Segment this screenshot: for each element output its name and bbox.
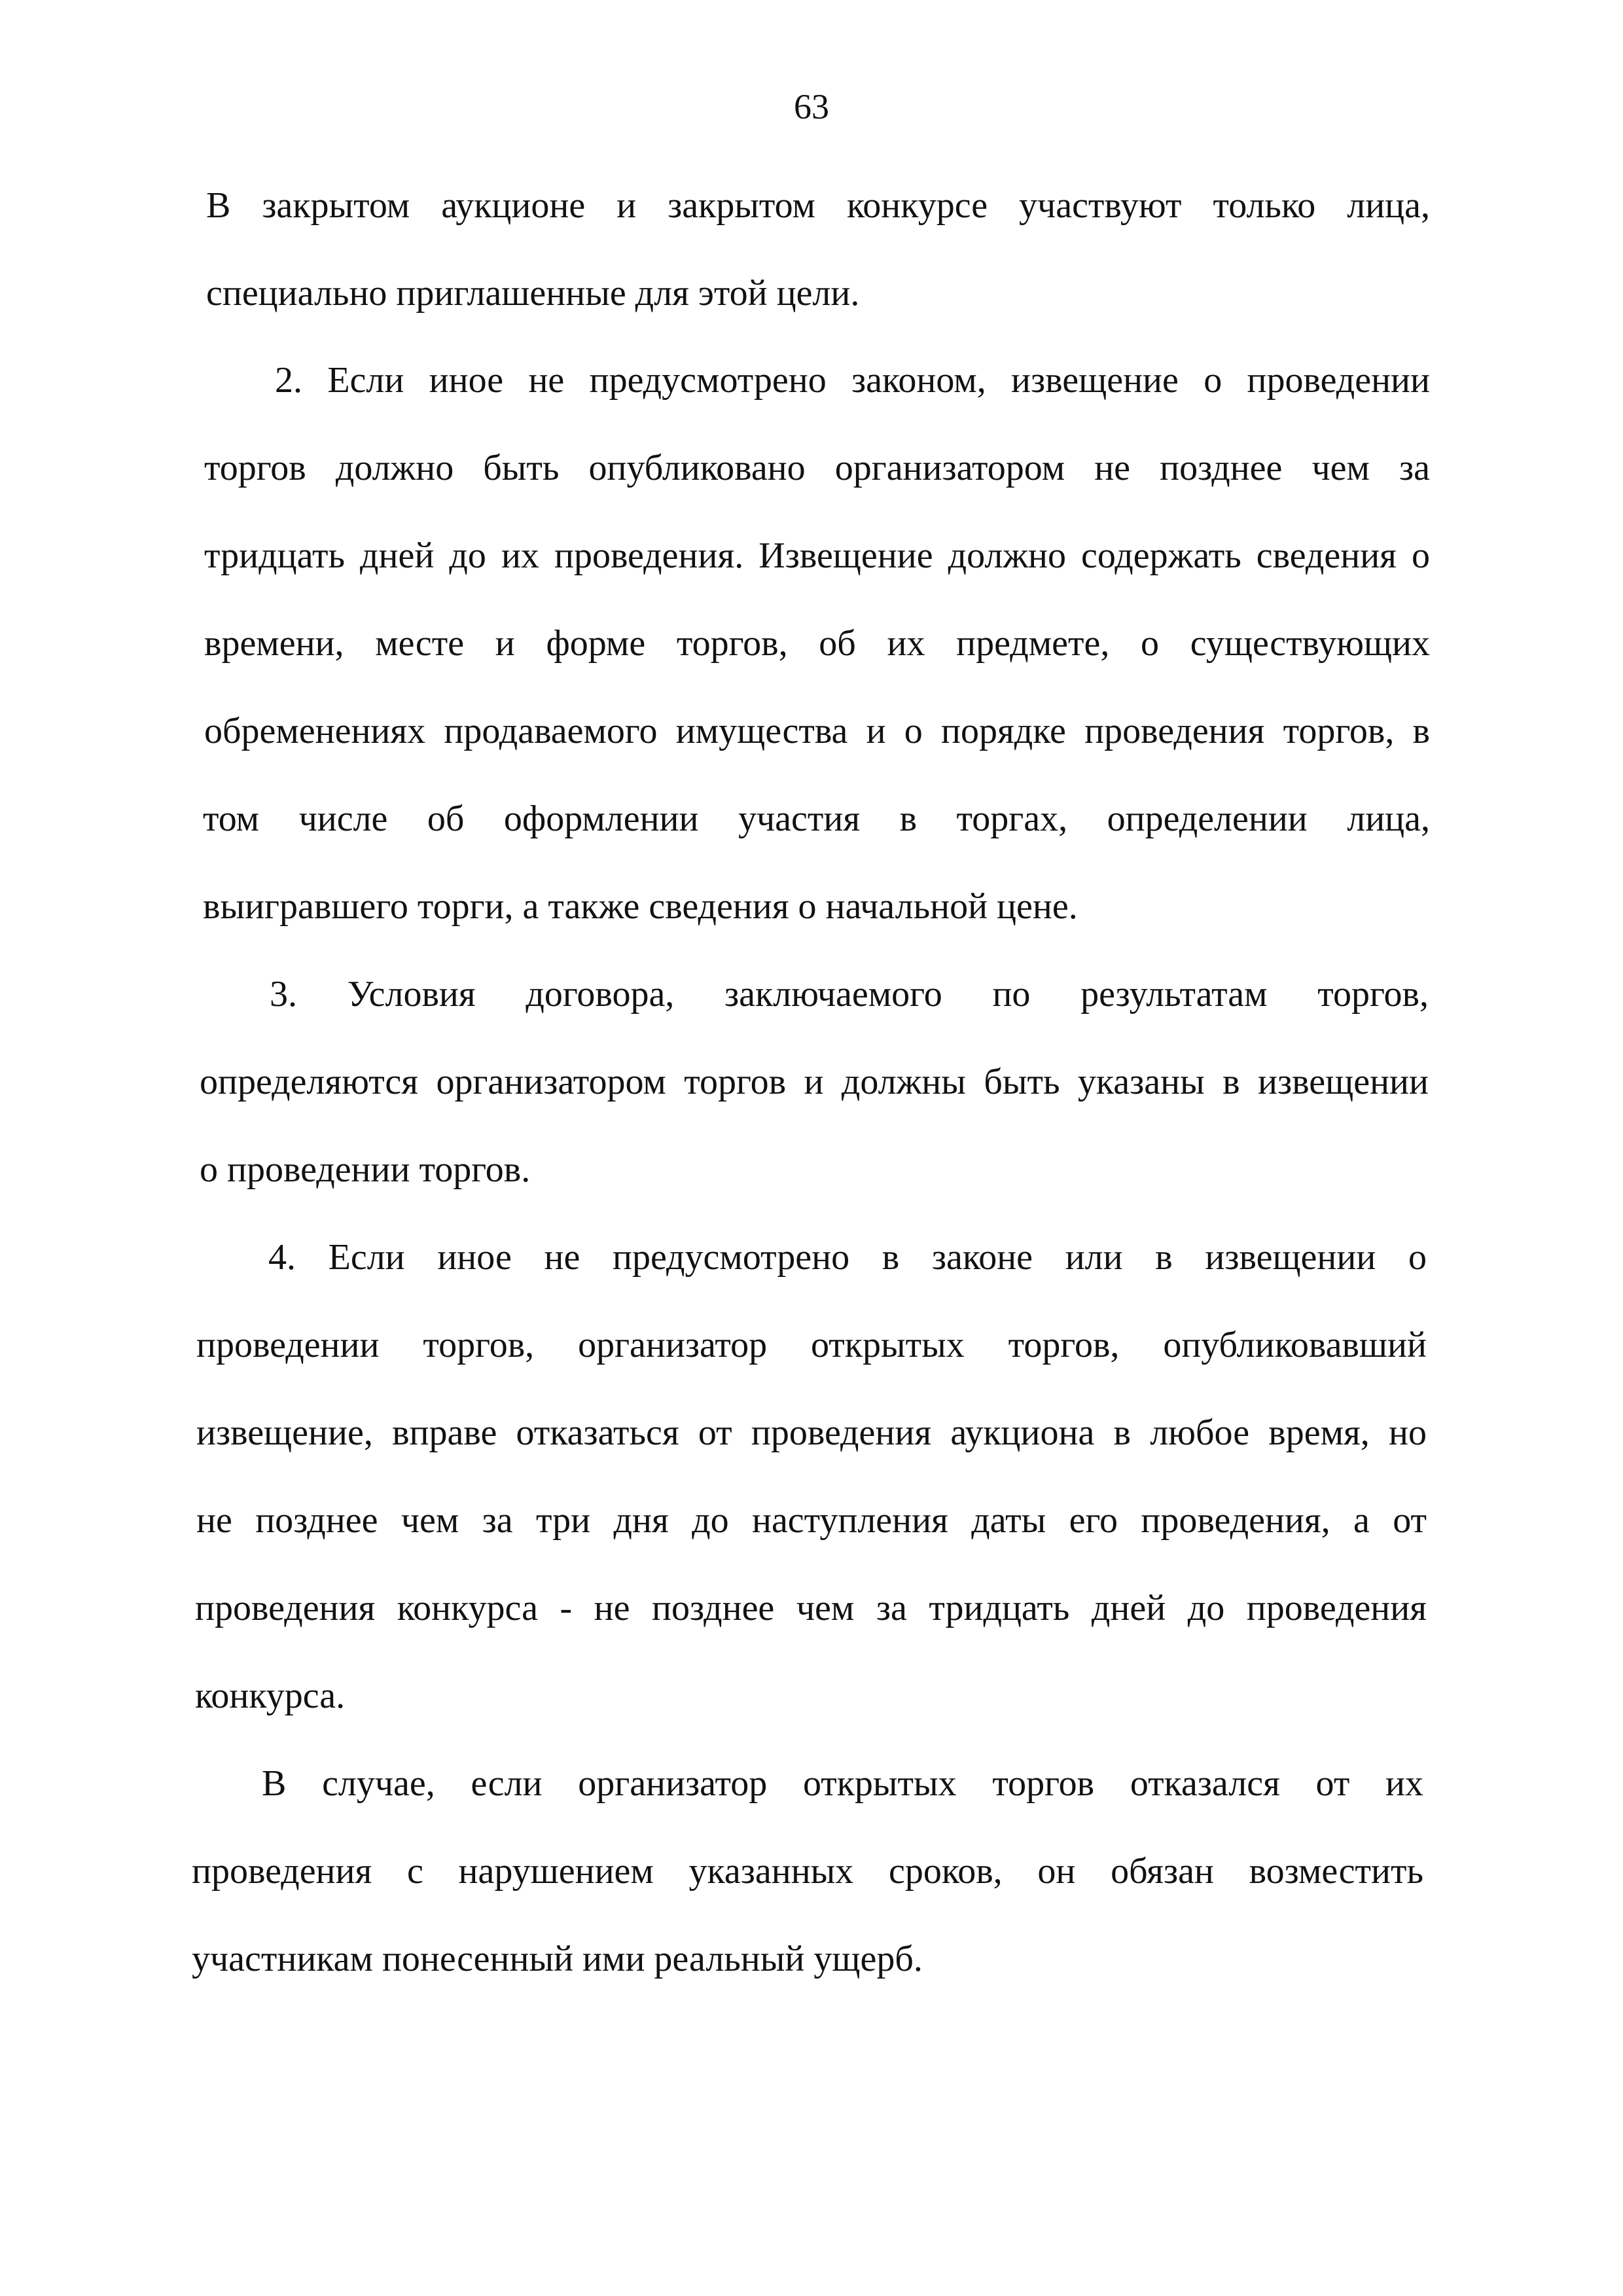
paragraph-4-line-4: не позднее чем за три дня до наступления даты его проведения, а от xyxy=(196,1500,1427,1541)
paragraph-2-line-5: обременениях продаваемого имущества и о порядке проведения торгов, в xyxy=(204,711,1430,751)
paragraph-5-line-3: участникам понесенный ими реальный ущерб. xyxy=(192,1939,923,1979)
paragraph-1-line-1: В закрытом аукционе и закрытом конкурсе участвуют только лица, xyxy=(206,185,1430,226)
paragraph-4-line-2: проведении торгов, организатор открытых торгов, опубликовавший xyxy=(196,1325,1427,1365)
paragraph-2-line-7: выигравшего торги, а также сведения о начальной цене. xyxy=(203,886,1078,927)
page-number: 63 xyxy=(794,87,829,126)
paragraph-3-line-2: определяются организатором торгов и должны быть указаны в извещении xyxy=(200,1062,1429,1102)
paragraph-5-line-1: В случае, если организатор открытых торгов отказался от их xyxy=(262,1763,1423,1804)
paragraph-4-line-1: 4. Если иное не предусмотрено в законе или в извещении о xyxy=(268,1237,1427,1278)
paragraph-4-line-6: конкурса. xyxy=(195,1676,346,1716)
paragraph-1-line-2: специально приглашенные для этой цели. xyxy=(206,273,860,314)
paragraph-2-line-2: торгов должно быть опубликовано организатором не позднее чем за xyxy=(204,448,1430,488)
paragraph-2-line-1: 2. Если иное не предусмотрено законом, извещение о проведении xyxy=(275,360,1430,401)
paragraph-4-line-3: извещение, вправе отказаться от проведения аукциона в любое время, но xyxy=(196,1412,1427,1453)
paragraph-4-line-5: проведения конкурса - не позднее чем за тридцать дней до проведения xyxy=(195,1588,1427,1628)
paragraph-3-line-3: о проведении торгов. xyxy=(200,1149,531,1190)
paragraph-3-line-1: 3. Условия договора, заключаемого по результатам торгов, xyxy=(270,974,1429,1014)
paragraph-2-line-3: тридцать дней до их проведения. Извещение должно содержать сведения о xyxy=(204,535,1430,576)
paragraph-2-line-4: времени, месте и форме торгов, об их предмете, о существующих xyxy=(204,623,1430,664)
paragraph-5-line-2: проведения с нарушением указанных сроков, он обязан возместить xyxy=(192,1851,1423,1892)
paragraph-2-line-6: том числе об оформлении участия в торгах, определении лица, xyxy=(203,798,1430,839)
